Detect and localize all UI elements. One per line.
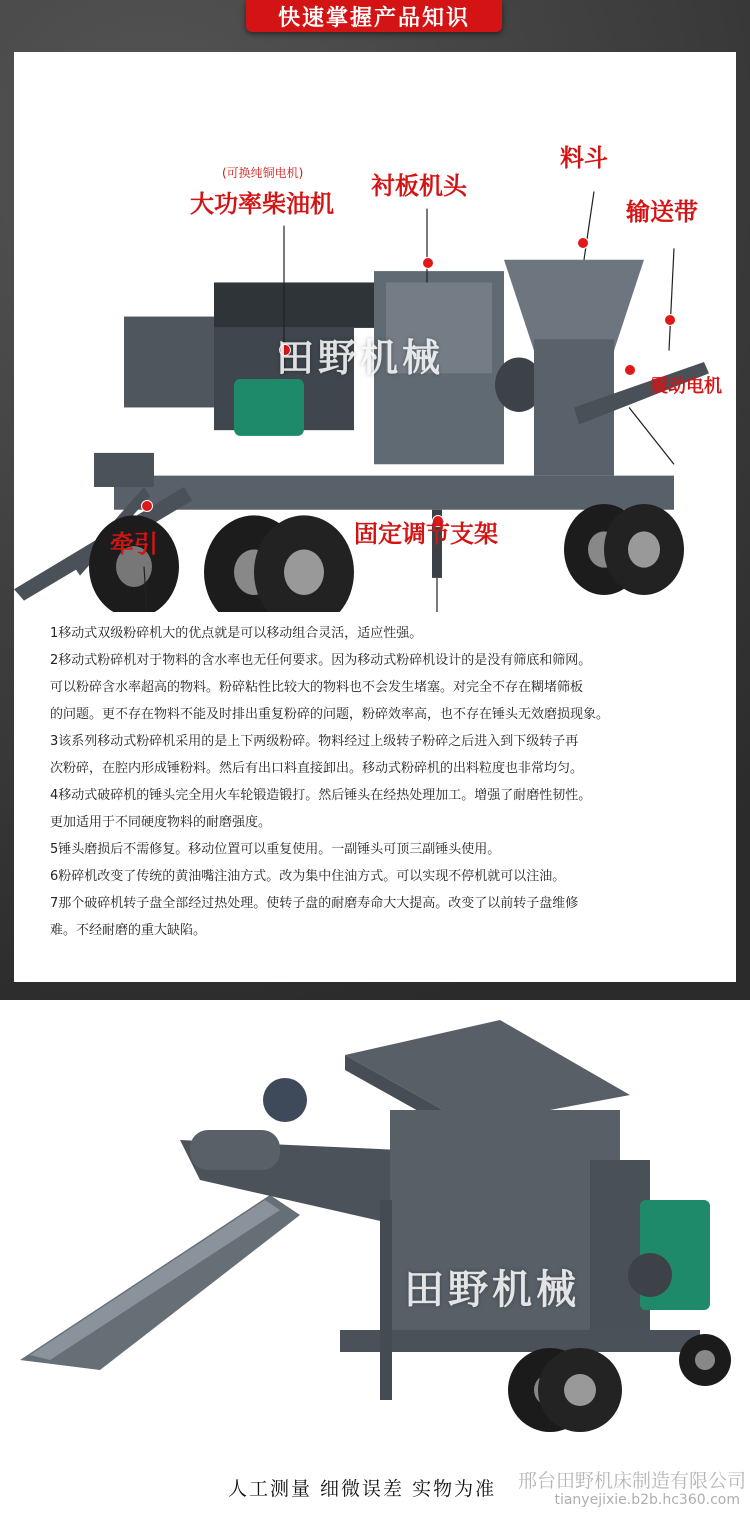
description-line: 次粉碎，在腔内形成锤粉料。然后有出口料直接卸出。移动式粉碎机的出料粒度也非常均匀。: [50, 761, 584, 776]
description-line: 5锤头磨损后不需修复。移动位置可以重复使用。一副锤头可顶三副锤头使用。: [50, 842, 501, 857]
marker-head: [422, 257, 434, 269]
description-line: 的问题。更不存在物料不能及时排出重复粉碎的问题，粉碎效率高，也不存在锤头无效磨损现象。: [50, 707, 610, 722]
marker-hopper: [577, 237, 589, 249]
footer-note: 人工测量 细微误差 实物为准: [228, 1478, 497, 1500]
label-tow: 牵引: [110, 530, 158, 558]
description-line: 更加适用于不同硬度物料的耐磨强度。: [50, 815, 272, 830]
machine-photo: [0, 1000, 750, 1470]
header-banner: [246, 0, 502, 32]
label-hopper: 料斗: [560, 144, 608, 172]
marker-tow: [141, 500, 153, 512]
description-text: [50, 620, 730, 944]
description-line: 7那个破碎机转子盘全部经过热处理。使转子盘的耐磨寿命大大提高。改变了以前转子盘维修: [50, 896, 579, 911]
watermark-2: 田野机械: [404, 1267, 580, 1313]
label-engine-note: (可换纯铜电机): [222, 166, 304, 180]
marker-conveyor: [664, 314, 676, 326]
machine-photo-section: [0, 1000, 750, 1514]
label-crusher-head: 衬板机头: [371, 172, 467, 200]
marker-vibration: [624, 364, 636, 376]
description-line: 2移动式粉碎机对于物料的含水率也无任何要求。因为移动式粉碎机设计的是没有筛底和筛网。: [50, 653, 592, 668]
label-support: 固定调节支架: [354, 520, 498, 548]
description-line: 难。不经耐磨的重大缺陷。: [50, 923, 207, 938]
description-line: 6粉碎机改变了传统的黄油嘴注油方式。改为集中住油方式。可以实现不停机就可以注油。: [50, 869, 566, 884]
watermark-1: 田野机械: [276, 336, 445, 380]
description-line: 4移动式破碎机的锤头完全用火车轮锻造锻打。然后锤头在经热处理加工。增强了耐磨性韧性。: [50, 788, 592, 803]
content-panel: [14, 52, 736, 982]
description-line: 可以粉碎含水率超高的物料。粉碎粘性比较大的物料也不会发生堵塞。对完全不存在糊堵筛板: [50, 680, 584, 695]
label-conveyor: 输送带: [626, 198, 698, 226]
description-line: 1移动式双级粉碎机大的优点就是可以移动组合灵活，适应性强。: [50, 626, 423, 641]
description-line: 3该系列移动式粉碎机采用的是上下两级粉碎。物料经过上级转子粉碎之后进入到下级转子再: [50, 734, 579, 749]
company-watermark: 邢台田野机床制造有限公司: [517, 1470, 746, 1492]
label-vibration-motor: 震动电机: [650, 376, 722, 397]
website-watermark: tianyejixie.b2b.hc360.com: [554, 1492, 740, 1508]
header-title: 快速掌握产品知识: [277, 5, 470, 31]
label-engine: 大功率柴油机: [190, 190, 334, 218]
